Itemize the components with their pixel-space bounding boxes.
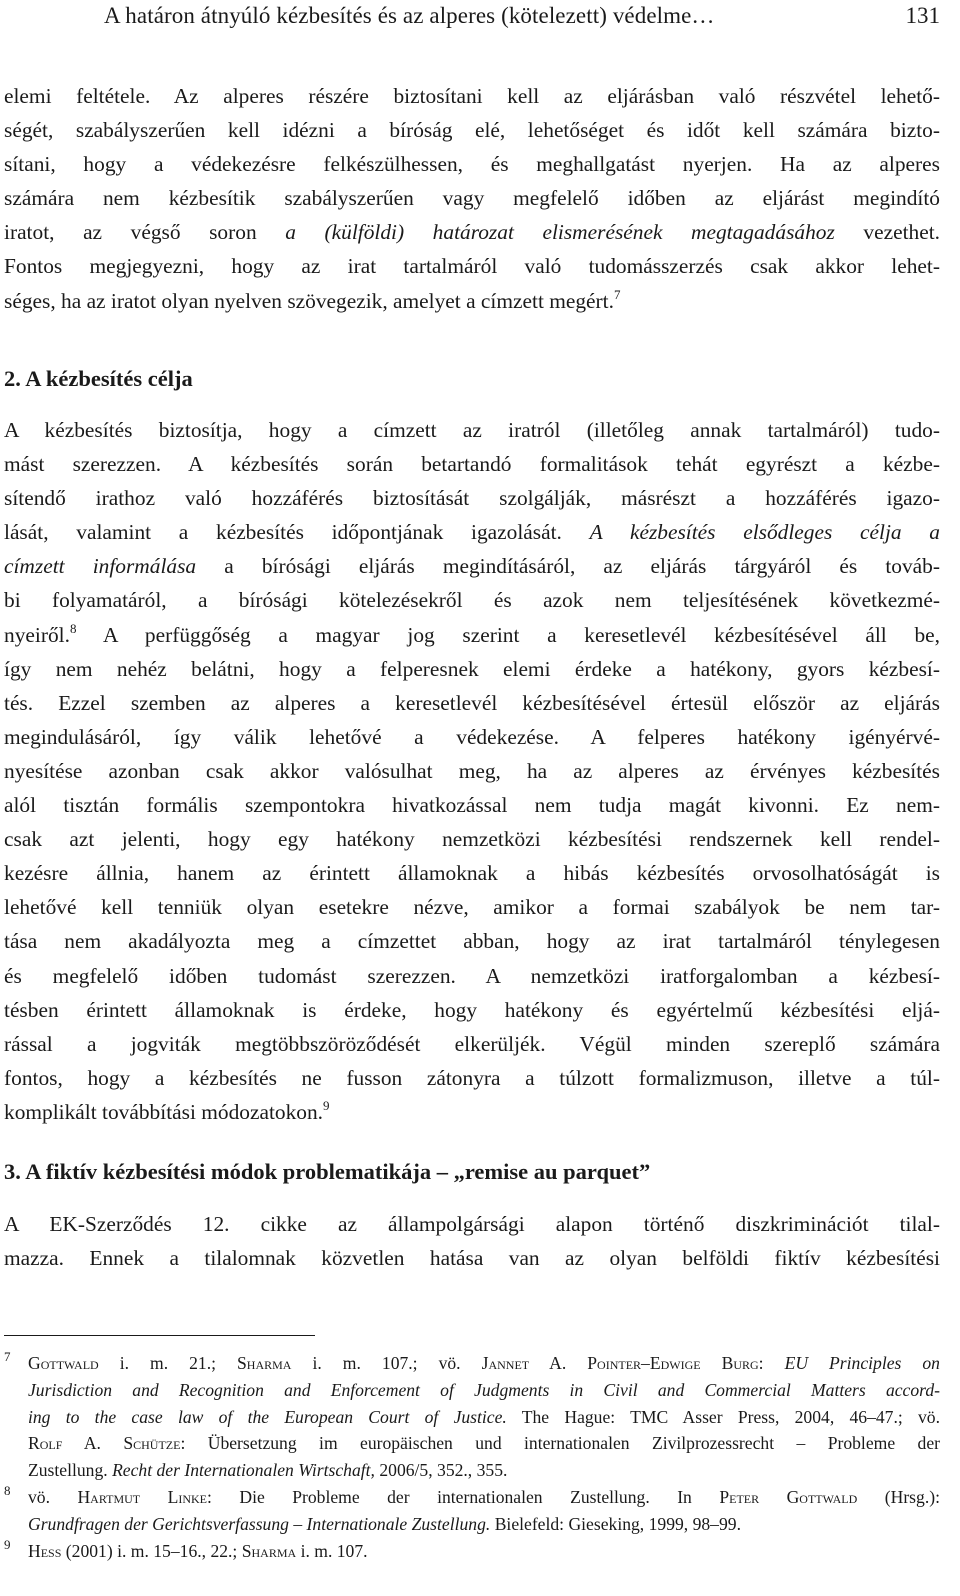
paragraph-line: csak azt jelenti, hogy egy hatékony nemzetközi kézbesítési rendszernek kell rendel- bbox=[4, 827, 940, 852]
footnote-ref-8[interactable]: 8 bbox=[69, 620, 77, 636]
section-heading-2: 2. A kézbesítés célja bbox=[4, 366, 193, 391]
running-head-title: A határon átnyúló kézbesítés és az alperes (kötelezett) védelme… bbox=[104, 3, 715, 28]
paragraph-line: mást szerezzen. A kézbesítés során betartandó formalitások tehát egyrészt a kézbe- bbox=[4, 452, 940, 477]
footnote-number: 8 bbox=[4, 1482, 11, 1498]
text-run: vö. bbox=[28, 1486, 78, 1507]
paragraph-line: megindulásáról, így válik lehetővé a védekezése. A felperes hatékony igényérvé- bbox=[4, 724, 940, 749]
journal-title: Recht der Internationalen Wirtschaft, bbox=[112, 1460, 375, 1481]
italic-emphasis: A kézbesítés elsődleges célja a bbox=[589, 520, 940, 545]
paragraph-line: elemi feltétele. Az alperes részére biztosítani kell az eljárásban való részvétel lehető- bbox=[4, 84, 940, 108]
text-run: a bírósági eljárás megindításáról, az eljárás tárgyáról és továb- bbox=[196, 554, 940, 579]
paragraph-line bbox=[4, 618, 940, 652]
paragraph-line: rással a jogviták megtöbbszöröződését elkerüljék. Végül minden szereplő számára bbox=[4, 1031, 940, 1056]
footnote-line bbox=[28, 1404, 940, 1431]
footnotes bbox=[4, 1350, 940, 1564]
footnote-8 bbox=[4, 1484, 940, 1538]
author-name: Sharma bbox=[237, 1353, 292, 1373]
paragraph-line: nyesítése azonban csak akkor valósulhat meg, ha az alperes az érvényes kézbesítés bbox=[4, 758, 940, 783]
running-head bbox=[104, 2, 940, 30]
paragraph-line: így nem nehéz belátni, hogy a felperesnek elemi érdeke a hatékony, gyors kézbesí- bbox=[4, 656, 940, 681]
author-name: Hartmut Linke bbox=[77, 1486, 207, 1507]
text-run: A perfüggőség a magyar jog szerint a keresetlevél kézbesítésével áll be, bbox=[76, 622, 940, 647]
text-run: (2001) i. m. 15–16., 22.; bbox=[61, 1540, 242, 1561]
text-run: 2006/5, 352., 355. bbox=[374, 1460, 508, 1481]
text-run: lását, valamint a kézbesítés időpontjának igazolását. bbox=[4, 520, 590, 545]
footnote-number: 9 bbox=[4, 1536, 11, 1552]
footnote-ref-7[interactable]: 7 bbox=[613, 286, 621, 302]
text-run: i. m. 107. bbox=[296, 1540, 368, 1561]
paragraph-line: kezésre állnia, hanem az érintett államoknak a hibás kézbesítés orvosolhatóságát is bbox=[4, 861, 940, 886]
text-run: iratot, az végső soron bbox=[4, 220, 286, 245]
footnote-line bbox=[28, 1430, 940, 1457]
text-run: vezethet. bbox=[834, 220, 940, 245]
work-title: Grundfragen der Gerichtsverfassung – Internationale Zustellung. bbox=[28, 1513, 491, 1534]
text-run: séges, ha az iratot olyan nyelven szövegezik, amelyet a címzett megért. bbox=[4, 288, 614, 313]
author-name: Peter Gottwald bbox=[719, 1486, 858, 1507]
paragraph-line bbox=[4, 549, 940, 583]
text-run: i. m. 21.; bbox=[98, 1353, 238, 1373]
work-title: Jurisdiction and Recognition and Enforcement of Judgments in Civil and Commercial Matters accord- bbox=[28, 1379, 940, 1400]
text-run: (Hrsg.): bbox=[857, 1486, 940, 1507]
footnote-9 bbox=[4, 1538, 940, 1565]
paragraph-line: ségét, szabályszerűen kell idézni a bíróság elé, lehetőséget és időt kell számára bizto- bbox=[4, 118, 940, 143]
footnote-line bbox=[28, 1377, 940, 1404]
work-title: EU Principles on bbox=[784, 1353, 940, 1373]
paragraph-line: A EK-Szerződés 12. cikke az állampolgársági alapon történő diszkriminációt tilal- bbox=[4, 1212, 940, 1236]
paragraph-line bbox=[4, 515, 940, 549]
work-title: ing to the case law of the European Court of Justice. bbox=[28, 1406, 507, 1427]
paragraph-line bbox=[4, 215, 940, 249]
paragraph-line: lehetővé kell tenniük olyan esetekre nézve, amikor a formai szabályok be nem tar- bbox=[4, 895, 940, 920]
text-run: Zustellung. bbox=[28, 1460, 113, 1481]
footnote-ref-9[interactable]: 9 bbox=[323, 1097, 330, 1113]
paragraph-1 bbox=[4, 79, 940, 318]
italic-emphasis: címzett informálása bbox=[4, 554, 197, 579]
paragraph-3 bbox=[4, 1207, 940, 1275]
page-number: 131 bbox=[905, 3, 940, 28]
section-heading-3: 3. A fiktív kézbesítési módok problematikája – „remise au parquet” bbox=[4, 1159, 651, 1184]
paragraph-line: Fontos megjegyezni, hogy az irat tartalmáról való tudomásszerzés csak akkor lehet- bbox=[4, 254, 940, 279]
paragraph-line: számára nem kézbesítik szabályszerűen vagy megfelelő időben az eljárást megindító bbox=[4, 186, 940, 211]
author-name: Hess bbox=[28, 1540, 62, 1561]
paragraph-line: sítani, hogy a védekezésre felkészülhessen, és meghallgatást nyerjen. Ha az alperes bbox=[4, 152, 940, 177]
footnote-line bbox=[28, 1350, 940, 1377]
footnote-7 bbox=[4, 1350, 940, 1484]
paragraph-line: A kézbesítés biztosítja, hogy a címzett az iratról (illetőleg annak tartalmáról) tudo- bbox=[4, 418, 940, 442]
author-name: Rolf A. Schütze bbox=[28, 1433, 181, 1454]
italic-emphasis: a (külföldi) határozat elismerésének megtagadásához bbox=[285, 220, 835, 245]
text-run: : bbox=[758, 1353, 785, 1373]
paragraph-line bbox=[4, 284, 940, 318]
paragraph-line bbox=[4, 1095, 940, 1129]
footnote-line bbox=[28, 1511, 940, 1538]
paragraph-line: mazza. Ennek a tilalomnak közvetlen hatása van az olyan belföldi fiktív kézbesítési bbox=[4, 1246, 940, 1271]
paragraph-2 bbox=[4, 413, 940, 1129]
text-run: : Die Probleme der internationalen Zustellung. In bbox=[207, 1486, 720, 1507]
paragraph-line: bi folyamatáról, a bírósági kötelezésekről és azok nem teljesítésének következmé- bbox=[4, 588, 940, 613]
paragraph-line: tés. Ezzel szemben az alperes a keresetlevél kézbesítésével értesül először az eljárás bbox=[4, 690, 940, 715]
author-name: Sharma bbox=[241, 1540, 297, 1561]
author-name: Gottwald bbox=[28, 1353, 99, 1373]
author-name: Jannet A. Pointer–Edwige Burg bbox=[481, 1353, 759, 1373]
footnote-line bbox=[28, 1457, 940, 1484]
paragraph-line: tésben érintett államoknak is érdeke, hogy hatékony és egyértelmű kézbesítési eljá- bbox=[4, 997, 940, 1022]
text-run: nyeiről. bbox=[4, 622, 70, 647]
paragraph-line: alól tisztán formális szempontokra hivatkozással nem tudja magát kivonni. Ez nem- bbox=[4, 793, 940, 818]
text-run: The Hague: TMC Asser Press, 2004, 46–47.; vö. bbox=[506, 1406, 940, 1427]
paragraph-line: sítendő irathoz való hozzáférés biztosítását szolgálják, másrészt a hozzáférés igazo- bbox=[4, 486, 940, 511]
text-run: i. m. 107.; vö. bbox=[291, 1353, 482, 1373]
footnote-line bbox=[28, 1484, 940, 1511]
paragraph-line: tása nem akadályozta meg a címzettet abban, hogy az irat tartalmáról ténylegesen bbox=[4, 929, 940, 954]
text-run: : Übersetzung im europäischen und internationalen Zivilprozessrecht – Probleme der bbox=[180, 1433, 940, 1454]
text-run: Bielefeld: Gieseking, 1999, 98–99. bbox=[490, 1513, 741, 1534]
footnote-divider bbox=[4, 1335, 315, 1336]
text-run: komplikált továbbítási módozatokon. bbox=[4, 1099, 324, 1124]
paragraph-line: és megfelelő időben tudomást szerezzen. A nemzetközi iratforgalomban a kézbesí- bbox=[4, 963, 940, 988]
footnote-line bbox=[28, 1538, 940, 1565]
footnote-number: 7 bbox=[4, 1349, 11, 1364]
paragraph-line: fontos, hogy a kézbesítés ne fusson zátonyra a túlzott formalizmuson, illetve a túl- bbox=[4, 1065, 940, 1090]
